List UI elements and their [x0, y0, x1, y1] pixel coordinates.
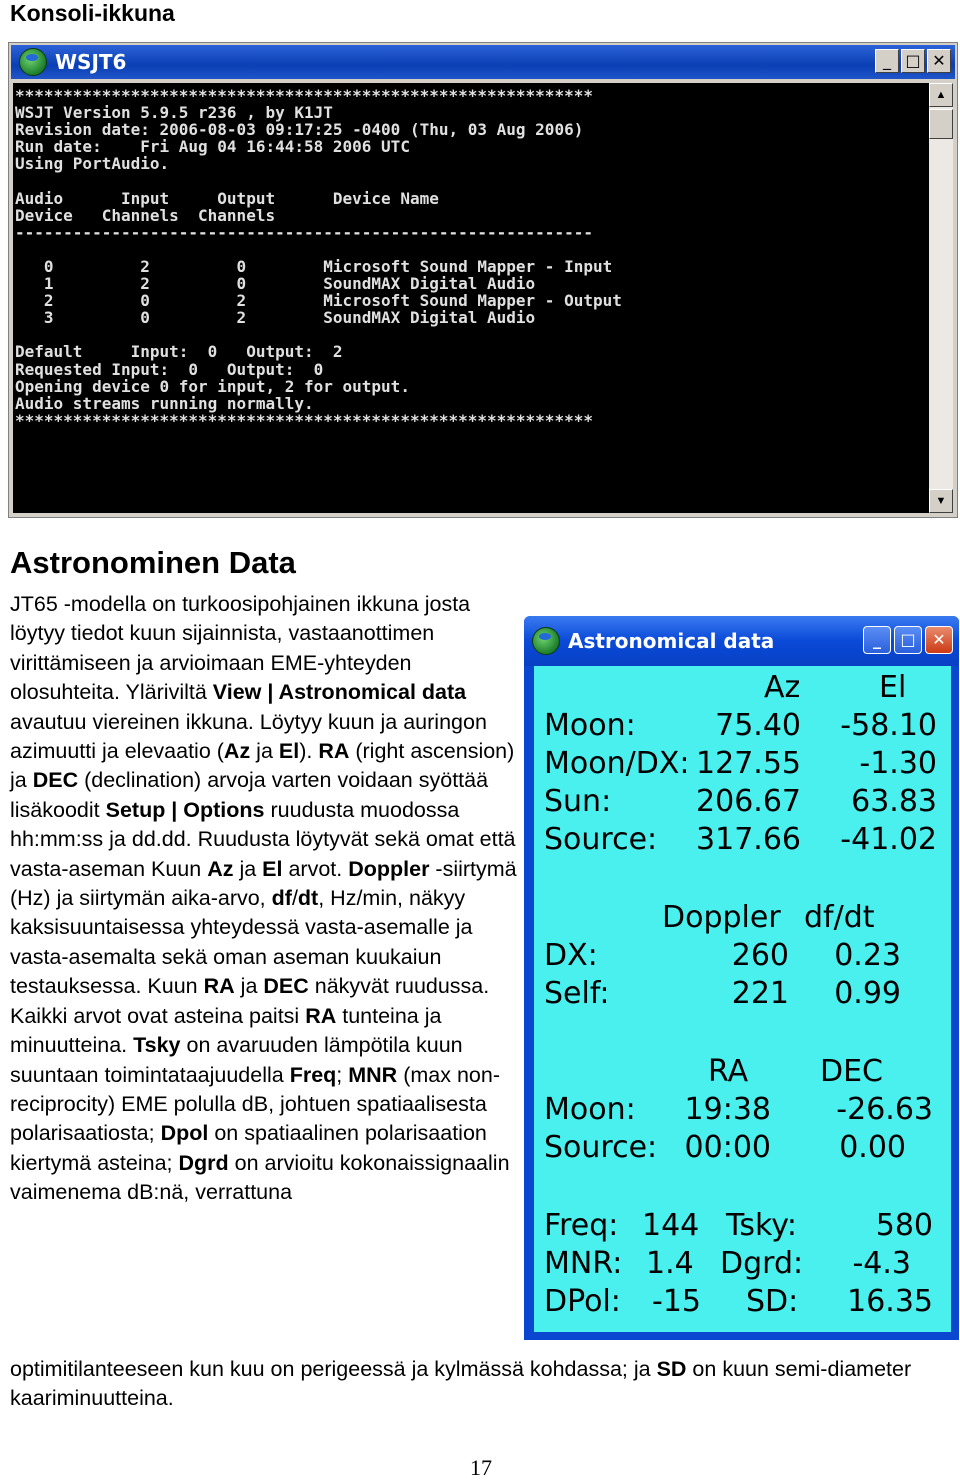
scroll-down-icon[interactable]: ▼: [929, 489, 953, 513]
console-line: 0 2 0 Microsoft Sound Mapper - Input: [15, 256, 613, 276]
body-paragraph-end: [10, 1355, 950, 1414]
bold-term: El: [262, 856, 283, 881]
row-label: Sun:: [544, 784, 612, 819]
bold-term: Az: [207, 856, 234, 881]
bold-term: Dgrd: [178, 1150, 229, 1175]
text-run: ja: [250, 739, 279, 764]
bold-term: Tsky: [133, 1033, 181, 1058]
header-dec: DEC: [820, 1054, 884, 1089]
text-run: tunteina ja minuutteina.: [10, 1003, 442, 1058]
text-run: ja: [233, 856, 263, 881]
text-run: on avaruuden lämpötila kuun suuntaan toimintataajuudella: [10, 1033, 463, 1087]
bold-term: Setup | Options: [105, 797, 265, 822]
bold-term: Dpol: [160, 1121, 209, 1146]
row-label: Moon:: [544, 708, 636, 743]
misc-key: MNR:: [544, 1246, 623, 1281]
header-el: El: [879, 670, 907, 705]
misc-value: 144: [642, 1208, 700, 1243]
row-value-az: 75.40: [715, 708, 801, 743]
text-run: , Hz/min, näkyy kaksisuuntaisessa yhteydessä vasta-asemalle ja vasta-asemalta sekä oman aseman kuukaiun testauksessa. Kuun: [10, 886, 473, 999]
page-number: 17: [470, 1455, 492, 1480]
text-run: ruudusta muodossa hh:mm:ss ja dd.dd. Ruudusta löytyvät sekä omat että vasta-aseman Kuun: [10, 797, 516, 881]
text-run: (max non-reciprocity) EME polulla dB, johtuen spatiaalisesta polarisaatiosta;: [10, 1062, 500, 1146]
console-line: Audio streams running normally.: [15, 393, 314, 413]
row-label: Source:: [544, 822, 658, 857]
console-titlebar[interactable]: [11, 45, 955, 79]
text-run: (right ascension) ja: [10, 739, 515, 793]
text-run: /: [291, 886, 298, 911]
section-heading: Astronominen Data: [10, 545, 296, 580]
minimize-button[interactable]: _: [863, 626, 891, 654]
header-az: Az: [764, 670, 801, 705]
bold-term: Freq: [289, 1062, 337, 1087]
astro-titlebar[interactable]: [524, 616, 959, 666]
text-run: on kuun semi-diameter kaariminuutteina.: [10, 1357, 912, 1411]
bold-term: MNR: [348, 1062, 398, 1087]
misc-key: Dgrd:: [720, 1246, 804, 1281]
text-run: optimitilanteeseen kun kuu on perigeessä ja kylmässä kohdassa; ja: [10, 1357, 657, 1381]
console-line: Revision date: 2006-08-03 09:17:25 -0400 (Thu, 03 Aug 2006): [15, 120, 584, 140]
scroll-up-icon[interactable]: ▲: [929, 83, 953, 107]
row-label: Moon:: [544, 1092, 636, 1127]
bold-term: El: [278, 739, 300, 764]
misc-value: 580: [875, 1208, 933, 1243]
text-run: avautuu viereinen ikkuna. Löytyy kuun ja auringon azimuutti ja elevaatio (: [10, 709, 487, 764]
misc-value: 16.35: [847, 1284, 933, 1319]
text-run: on spatiaalinen polarisaation kiertymä asteina;: [10, 1121, 487, 1175]
row-value-dfdt: 0.99: [834, 976, 901, 1011]
row-label: DX:: [544, 938, 598, 973]
globe-icon: [532, 627, 560, 655]
console-window: [8, 42, 958, 518]
bold-term: dt: [297, 886, 319, 911]
maximize-button[interactable]: □: [894, 626, 922, 654]
misc-key: SD:: [746, 1284, 799, 1319]
misc-key: DPol:: [544, 1284, 621, 1319]
console-line: 3 0 2 SoundMAX Digital Audio: [15, 308, 536, 328]
header-doppler: Doppler: [662, 900, 781, 935]
console-line: Run date: Fri Aug 04 16:44:58 2006 UTC: [15, 137, 410, 157]
misc-key: Freq:: [544, 1208, 619, 1243]
row-value-el: -58.10: [840, 708, 937, 743]
console-line: WSJT Version 5.9.5 r236 , by K1JT: [15, 103, 333, 123]
console-line: Default Input: 0 Output: 2: [15, 342, 343, 362]
console-line: ************************************************************: [15, 410, 593, 430]
maximize-button[interactable]: □: [901, 49, 925, 73]
misc-value: -4.3: [852, 1246, 911, 1281]
console-line: Opening device 0 for input, 2 for output.: [15, 376, 410, 396]
row-value-dec: 0.00: [839, 1130, 906, 1165]
bold-term: SD: [656, 1357, 687, 1381]
console-output: [13, 83, 929, 513]
console-line: ************************************************************: [15, 86, 593, 105]
bold-term: RA: [203, 974, 235, 999]
scroll-thumb[interactable]: [929, 109, 953, 139]
row-value-el: -41.02: [840, 822, 937, 857]
bold-term: DEC: [263, 974, 309, 999]
section-title-console: Konsoli-ikkuna: [10, 0, 175, 26]
misc-key: Tsky:: [726, 1208, 797, 1243]
console-line: [15, 172, 929, 189]
console-line: ------------------------------------------------------------: [15, 222, 593, 242]
close-button[interactable]: ✕: [927, 49, 951, 73]
row-value-ra: 00:00: [684, 1130, 771, 1165]
row-label: Source:: [544, 1130, 658, 1165]
row-value-dec: -26.63: [836, 1092, 933, 1127]
misc-value: -15: [652, 1284, 701, 1319]
minimize-button[interactable]: _: [875, 49, 899, 73]
console-line: Audio Input Output Device Name: [15, 188, 439, 208]
bold-term: df: [271, 886, 292, 911]
row-value-doppler: 260: [731, 938, 789, 973]
console-line: Device Channels Channels: [15, 205, 276, 225]
row-value-az: 317.66: [696, 822, 801, 857]
header-ra: RA: [708, 1054, 749, 1089]
console-line: Using PortAudio.: [15, 154, 170, 174]
text-run: -siirtymä (Hz) ja siirtymän aika-arvo,: [10, 856, 517, 911]
bold-term: View | Astronomical data: [212, 680, 467, 705]
row-value-az: 127.55: [696, 746, 801, 781]
bold-term: Az: [223, 739, 251, 764]
text-run: ;: [336, 1062, 349, 1087]
text-run: näkyvät ruudussa. Kaikki arvot ovat asteina paitsi: [10, 974, 490, 1028]
row-label: Self:: [544, 976, 610, 1011]
astronomical-data-window: [524, 616, 959, 1340]
console-title: WSJT6: [55, 50, 127, 74]
text-run: (declination) arvoja varten voidaan syöttää lisäkoodit: [10, 768, 489, 822]
console-scrollbar[interactable]: [929, 83, 953, 513]
row-value-doppler: 221: [731, 976, 789, 1011]
text-run: on arvioitu kokonaissignaalin vaimenema dB:nä, verrattuna: [10, 1150, 510, 1205]
console-line: Requested Input: 0 Output: 0: [15, 359, 324, 379]
astro-title: Astronomical data: [568, 629, 775, 653]
row-value-el: 63.83: [851, 784, 937, 819]
row-value-el: -1.30: [859, 746, 937, 781]
misc-value: 1.4: [646, 1246, 694, 1281]
row-value-ra: 19:38: [684, 1092, 771, 1127]
text-run: arvot.: [282, 856, 349, 881]
bold-term: RA: [318, 739, 350, 764]
body-paragraph: [10, 590, 520, 1208]
bold-term: RA: [305, 1003, 337, 1028]
globe-icon: [19, 48, 47, 76]
bold-term: Doppler: [348, 856, 430, 881]
console-line: 1 2 0 SoundMAX Digital Audio: [15, 274, 536, 294]
console-line: [15, 326, 929, 343]
astro-data-panel: [534, 666, 951, 1332]
row-label: Moon/DX:: [544, 746, 690, 781]
console-line: [15, 241, 929, 258]
text-run: ja: [234, 974, 264, 999]
row-value-dfdt: 0.23: [834, 938, 901, 973]
text-run: ).: [299, 739, 319, 764]
close-button[interactable]: ✕: [925, 626, 953, 654]
bold-term: DEC: [32, 768, 79, 793]
console-line: 2 0 2 Microsoft Sound Mapper - Output: [15, 291, 622, 311]
text-run: JT65 -modella on turkoosipohjainen ikkuna josta löytyy tiedot kuun sijainnista, vastaanottimen virittämiseen ja arvioimaan EME-yhteyden olosuhteita. Yläriviltä: [10, 592, 471, 705]
header-dfdt: df/dt: [804, 900, 875, 935]
row-value-az: 206.67: [696, 784, 801, 819]
